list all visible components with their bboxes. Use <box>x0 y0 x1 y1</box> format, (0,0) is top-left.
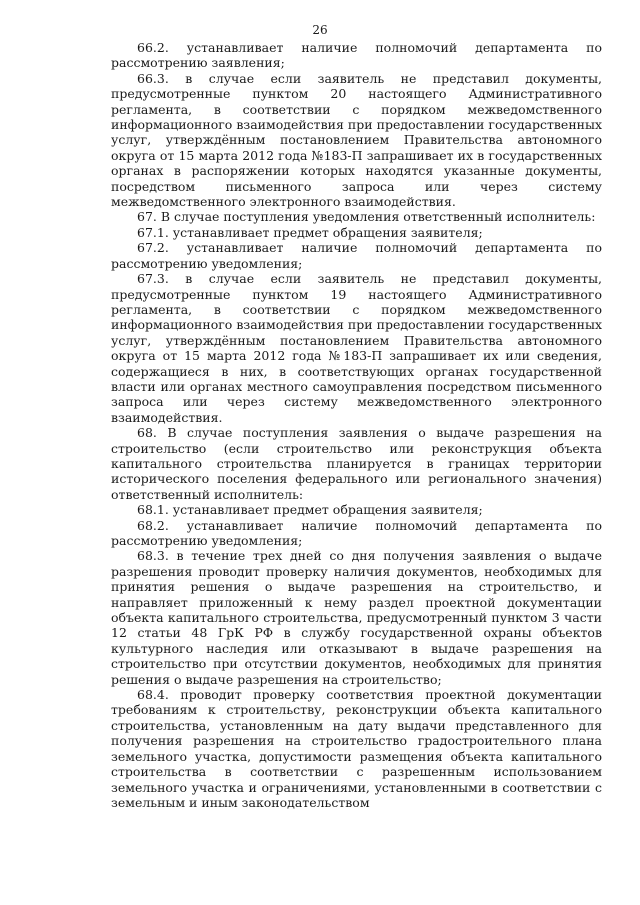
document-body <box>111 40 602 810</box>
paragraph-66-3: 66.3. в случае если заявитель не представил документы, предусмотренные пунктом 20 настоящего Административного регламента, в соответствии с порядком межведомственного информационного взаимодействия при предоставлении государственных услуг, утверждённым постановлением Правительства автономного округа от 15 марта 2012 года №183-П запрашивает их в государственных органах в распоряжении которых находятся указанные документы, посредством письменного запроса или через систему межведомственного электронного взаимодействия. <box>111 70 602 210</box>
paragraph-67-3: 67.3. в случае если заявитель не представил документы, предусмотренные пунктом 19 настоящего Административного регламента, в соответствии с порядком межведомственного информационного взаимодействия при предоставлении государственных услуг, утверждённым постановлением Правительства автономного округа от 15 марта 2012 года №183-П запрашивает их или сведения, содержащиеся в них, в соответствующих органах государственной власти или органах местного самоуправления посредством письменного запроса или через систему межведомственного электронного взаимодействия. <box>111 271 602 425</box>
paragraph-68-2: 68.2. устанавливает наличие полномочий департамента по рассмотрению уведомления; <box>111 517 602 548</box>
paragraph-68-4: 68.4. проводит проверку соответствия проектной документации требованиям к строительству, реконструкции объекта капитального строительства, установленным на дату выдачи представленного для получения разрешения на строительство градостроительного плана земельного участка, допустимости размещения объекта капитального строительства в соответствии с разрешенным использованием земельного участка и ограничениями, установленными в соответствии с земельным и иным законодательством <box>111 687 602 810</box>
paragraph-67: 67. В случае поступления уведомления ответственный исполнитель: <box>137 209 596 225</box>
paragraph-68-3: 68.3. в течение трех дней со дня получения заявления о выдаче разрешения проводит проверку наличия документов, необходимых для принятия решения о выдаче разрешения на строительство, и направляет приложенный к нему раздел проектной документации объекта капитального строительства, предусмотренный пунктом 3 части 12 статьи 48 ГрК РФ в службу государственной охраны объектов культурного наследия или отказывают в выдаче разрешения на строительство при отсутствии документов, необходимых для принятия решения о выдаче разрешения на строительство; <box>111 548 602 687</box>
paragraph-67-1: 67.1. устанавливает предмет обращения заявителя; <box>137 224 483 240</box>
paragraph-67-2: 67.2. устанавливает наличие полномочий департамента по рассмотрению уведомления; <box>111 240 602 271</box>
page-number: 26 <box>312 23 328 37</box>
paragraph-68-1: 68.1. устанавливает предмет обращения заявителя; <box>137 502 483 518</box>
paragraph-68: 68. В случае поступления заявления о выдаче разрешения на строительство (если строительство или реконструкция объекта капитального строительства планируется в границах территории исторического поселения федерального или регионального значения) ответственный исполнитель: <box>111 425 602 502</box>
paragraph-66-2: 66.2. устанавливает наличие полномочий департамента по рассмотрению заявления; <box>111 40 602 71</box>
